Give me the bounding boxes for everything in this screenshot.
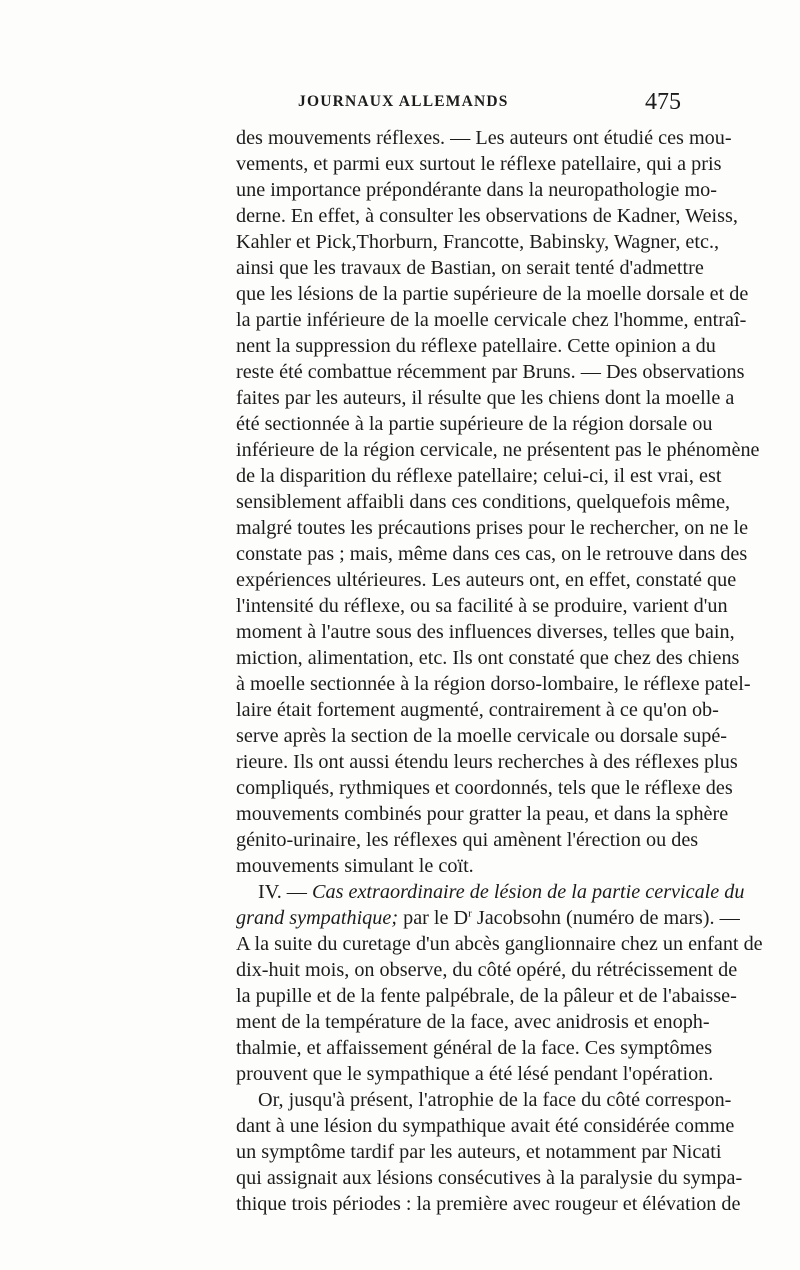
section-number: IV. —: [258, 881, 313, 903]
text-line: malgré toutes les précautions prises pour le rechercher, on ne le: [236, 517, 749, 539]
paragraph-atrophy: [236, 1087, 743, 1217]
running-title: JOURNAUX ALLEMANDS: [298, 93, 509, 110]
text-line: rieure. Ils ont aussi étendu leurs recherches à des réflexes plus: [236, 751, 738, 773]
text-line: une importance prépondérante dans la neuropathologie mo-: [236, 179, 717, 201]
text-line: constate pas ; mais, même dans ces cas, on le retrouve dans des: [236, 543, 748, 565]
text-line: l'intensité du réflexe, ou sa facilité à se produire, varient d'un: [236, 595, 728, 617]
text-line: mouvements simulant le coït.: [236, 855, 474, 877]
text-line: derne. En effet, à consulter les observations de Kadner, Weiss,: [236, 205, 738, 227]
text-line: thique trois périodes : la première avec rougeur et élévation de: [236, 1193, 741, 1215]
body-text: [236, 125, 763, 1217]
text-line: ainsi que les travaux de Bastian, on serait tenté d'admettre: [236, 257, 704, 279]
text-line: la pupille et de la fente palpébrale, de la pâleur et de l'abaisse-: [236, 985, 737, 1007]
text-line: la partie inférieure de la moelle cervicale chez l'homme, entraî-: [236, 309, 747, 331]
text-line: A la suite du curetage d'un abcès ganglionnaire chez un enfant de: [236, 933, 763, 955]
text-line: nent la suppression du réflexe patellaire. Cette opinion a du: [236, 335, 716, 357]
text-line: un symptôme tardif par les auteurs, et notamment par Nicati: [236, 1141, 722, 1163]
text-line: dix-huit mois, on observe, du côté opéré, du rétrécissement de: [236, 959, 738, 981]
section-title-part2: grand sympathique;: [236, 907, 399, 929]
text-line: serve après la section de la moelle cervicale ou dorsale supé-: [236, 725, 728, 747]
text-line: de la disparition du réflexe patellaire; celui-ci, il est vrai, est: [236, 465, 722, 487]
text-line: faites par les auteurs, il résulte que les chiens dont la moelle a: [236, 387, 735, 409]
text-line: génito-urinaire, les réflexes qui amènent l'érection ou des: [236, 829, 699, 851]
text-line: prouvent que le sympathique a été lésé pendant l'opération.: [236, 1063, 714, 1085]
text-line: des mouvements réflexes. — Les auteurs ont étudié ces mou-: [236, 127, 732, 149]
text-line: reste été combattue récemment par Bruns. — Des observations: [236, 361, 745, 383]
text-line: vements, et parmi eux surtout le réflexe patellaire, qui a pris: [236, 153, 722, 175]
text-line: ment de la température de la face, avec anidrosis et enoph-: [236, 1011, 710, 1033]
text-line: thalmie, et affaissement général de la face. Ces symptômes: [236, 1037, 713, 1059]
text-line: à moelle sectionnée à la région dorso-lombaire, le réflexe patel-: [236, 673, 751, 695]
text-line: mouvements combinés pour gratter la peau, et dans la sphère: [236, 803, 729, 825]
text-line: compliqués, rythmiques et coordonnés, tels que le réflexe des: [236, 777, 733, 799]
text-line: sensiblement affaibli dans ces conditions, quelquefois même,: [236, 491, 731, 513]
text-line: miction, alimentation, etc. Ils ont constaté que chez des chiens: [236, 647, 740, 669]
paragraph-reflexes: [236, 125, 760, 879]
text-line: été sectionnée à la partie supérieure de la région dorsale ou: [236, 413, 713, 435]
section-title-part1: Cas extraordinaire de lésion de la partie cervicale du: [312, 881, 745, 903]
text-line: qui assignait aux lésions consécutives à la paralysie du sympa-: [236, 1167, 743, 1189]
author-prefix: par le D: [398, 907, 469, 929]
running-header: [236, 89, 681, 123]
text-line: expériences ultérieures. Les auteurs ont, en effet, constaté que: [236, 569, 737, 591]
page-number: 475: [645, 89, 681, 115]
text-line: dant à une lésion du sympathique avait été considérée comme: [236, 1115, 735, 1137]
text-line: laire était fortement augmenté, contrairement à ce qu'on ob-: [236, 699, 719, 721]
text-line: que les lésions de la partie supérieure de la moelle dorsale et de: [236, 283, 749, 305]
section-heading-line: [236, 905, 740, 931]
author-superscript: r: [468, 907, 472, 920]
text-line: moment à l'autre sous des influences diverses, telles que bain,: [236, 621, 735, 643]
section-iv: [236, 879, 763, 1087]
author-suffix: Jacobsohn (numéro de mars). —: [471, 907, 740, 929]
text-line: Or, jusqu'à présent, l'atrophie de la face du côté correspon-: [258, 1089, 732, 1111]
text-line: Kahler et Pick,Thorburn, Francotte, Babinsky, Wagner, etc.,: [236, 231, 720, 253]
text-line: inférieure de la région cervicale, ne présentent pas le phénomène: [236, 439, 760, 461]
section-heading-line: [236, 879, 745, 905]
